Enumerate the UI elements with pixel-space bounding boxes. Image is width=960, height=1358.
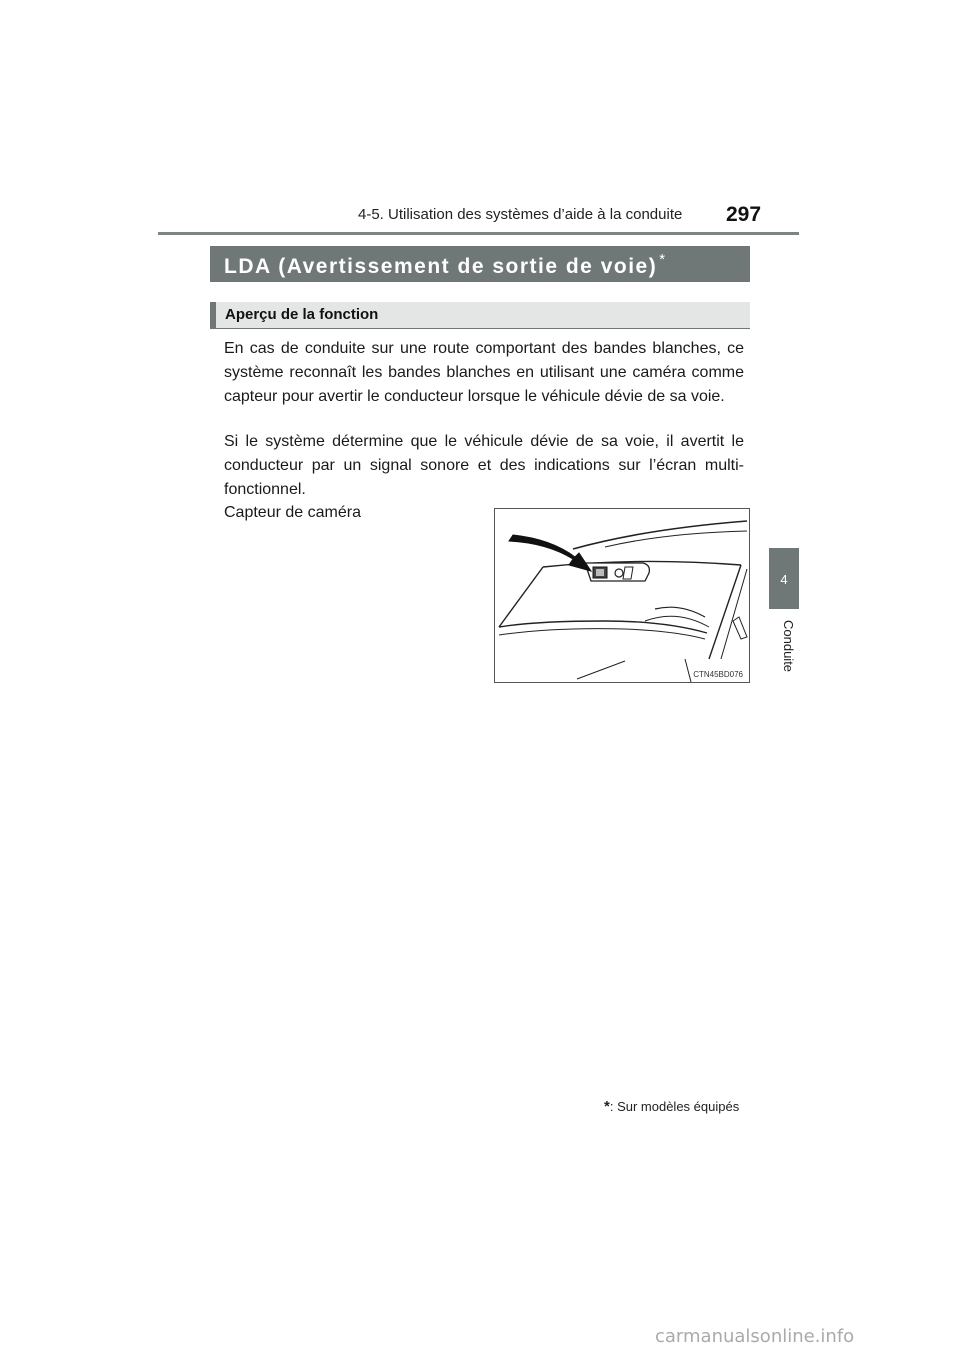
page-title-text: LDA (Avertissement de sortie de voie) [224, 255, 658, 278]
watermark: carmanualsonline.info [655, 1326, 855, 1347]
camera-sensor-illustration [494, 508, 750, 683]
title-bar [210, 246, 750, 282]
body-paragraph-2: Si le système détermine que le véhicule dévie de sa voie, il avertit le conducteur par un signal sonore et des indications sur l’écran multi-fonctionnel. [224, 433, 744, 498]
body-paragraph-1: En cas de conduite sur une route comportant des bandes blanches, ce système reconnaît les bandes blanches en utilisant une caméra comme capteur pour avertir le conducteur lorsque le véhicule dévie de sa voie. [224, 340, 744, 405]
subheading: Aperçu de la fonction [225, 306, 379, 323]
illustration-code: CTN45BD076 [693, 670, 743, 679]
footnote-text: : Sur modèles équipés [609, 1099, 740, 1114]
windshield-drawing [495, 509, 749, 682]
footnote-marker: * [604, 1098, 610, 1115]
header-divider [158, 232, 799, 235]
subheading-accent [210, 302, 216, 328]
page-title [224, 251, 667, 279]
title-footnote-marker: * [659, 251, 667, 268]
illustration-caption: Capteur de caméra [224, 504, 361, 521]
section-header: 4-5. Utilisation des systèmes d’aide à la conduite [358, 206, 683, 223]
chapter-number: 4 [780, 572, 788, 587]
page-number: 297 [726, 203, 762, 226]
chapter-label: Conduite [781, 620, 796, 673]
footnote [604, 1098, 739, 1115]
subheading-bar [210, 302, 750, 329]
chapter-tab [769, 548, 799, 609]
